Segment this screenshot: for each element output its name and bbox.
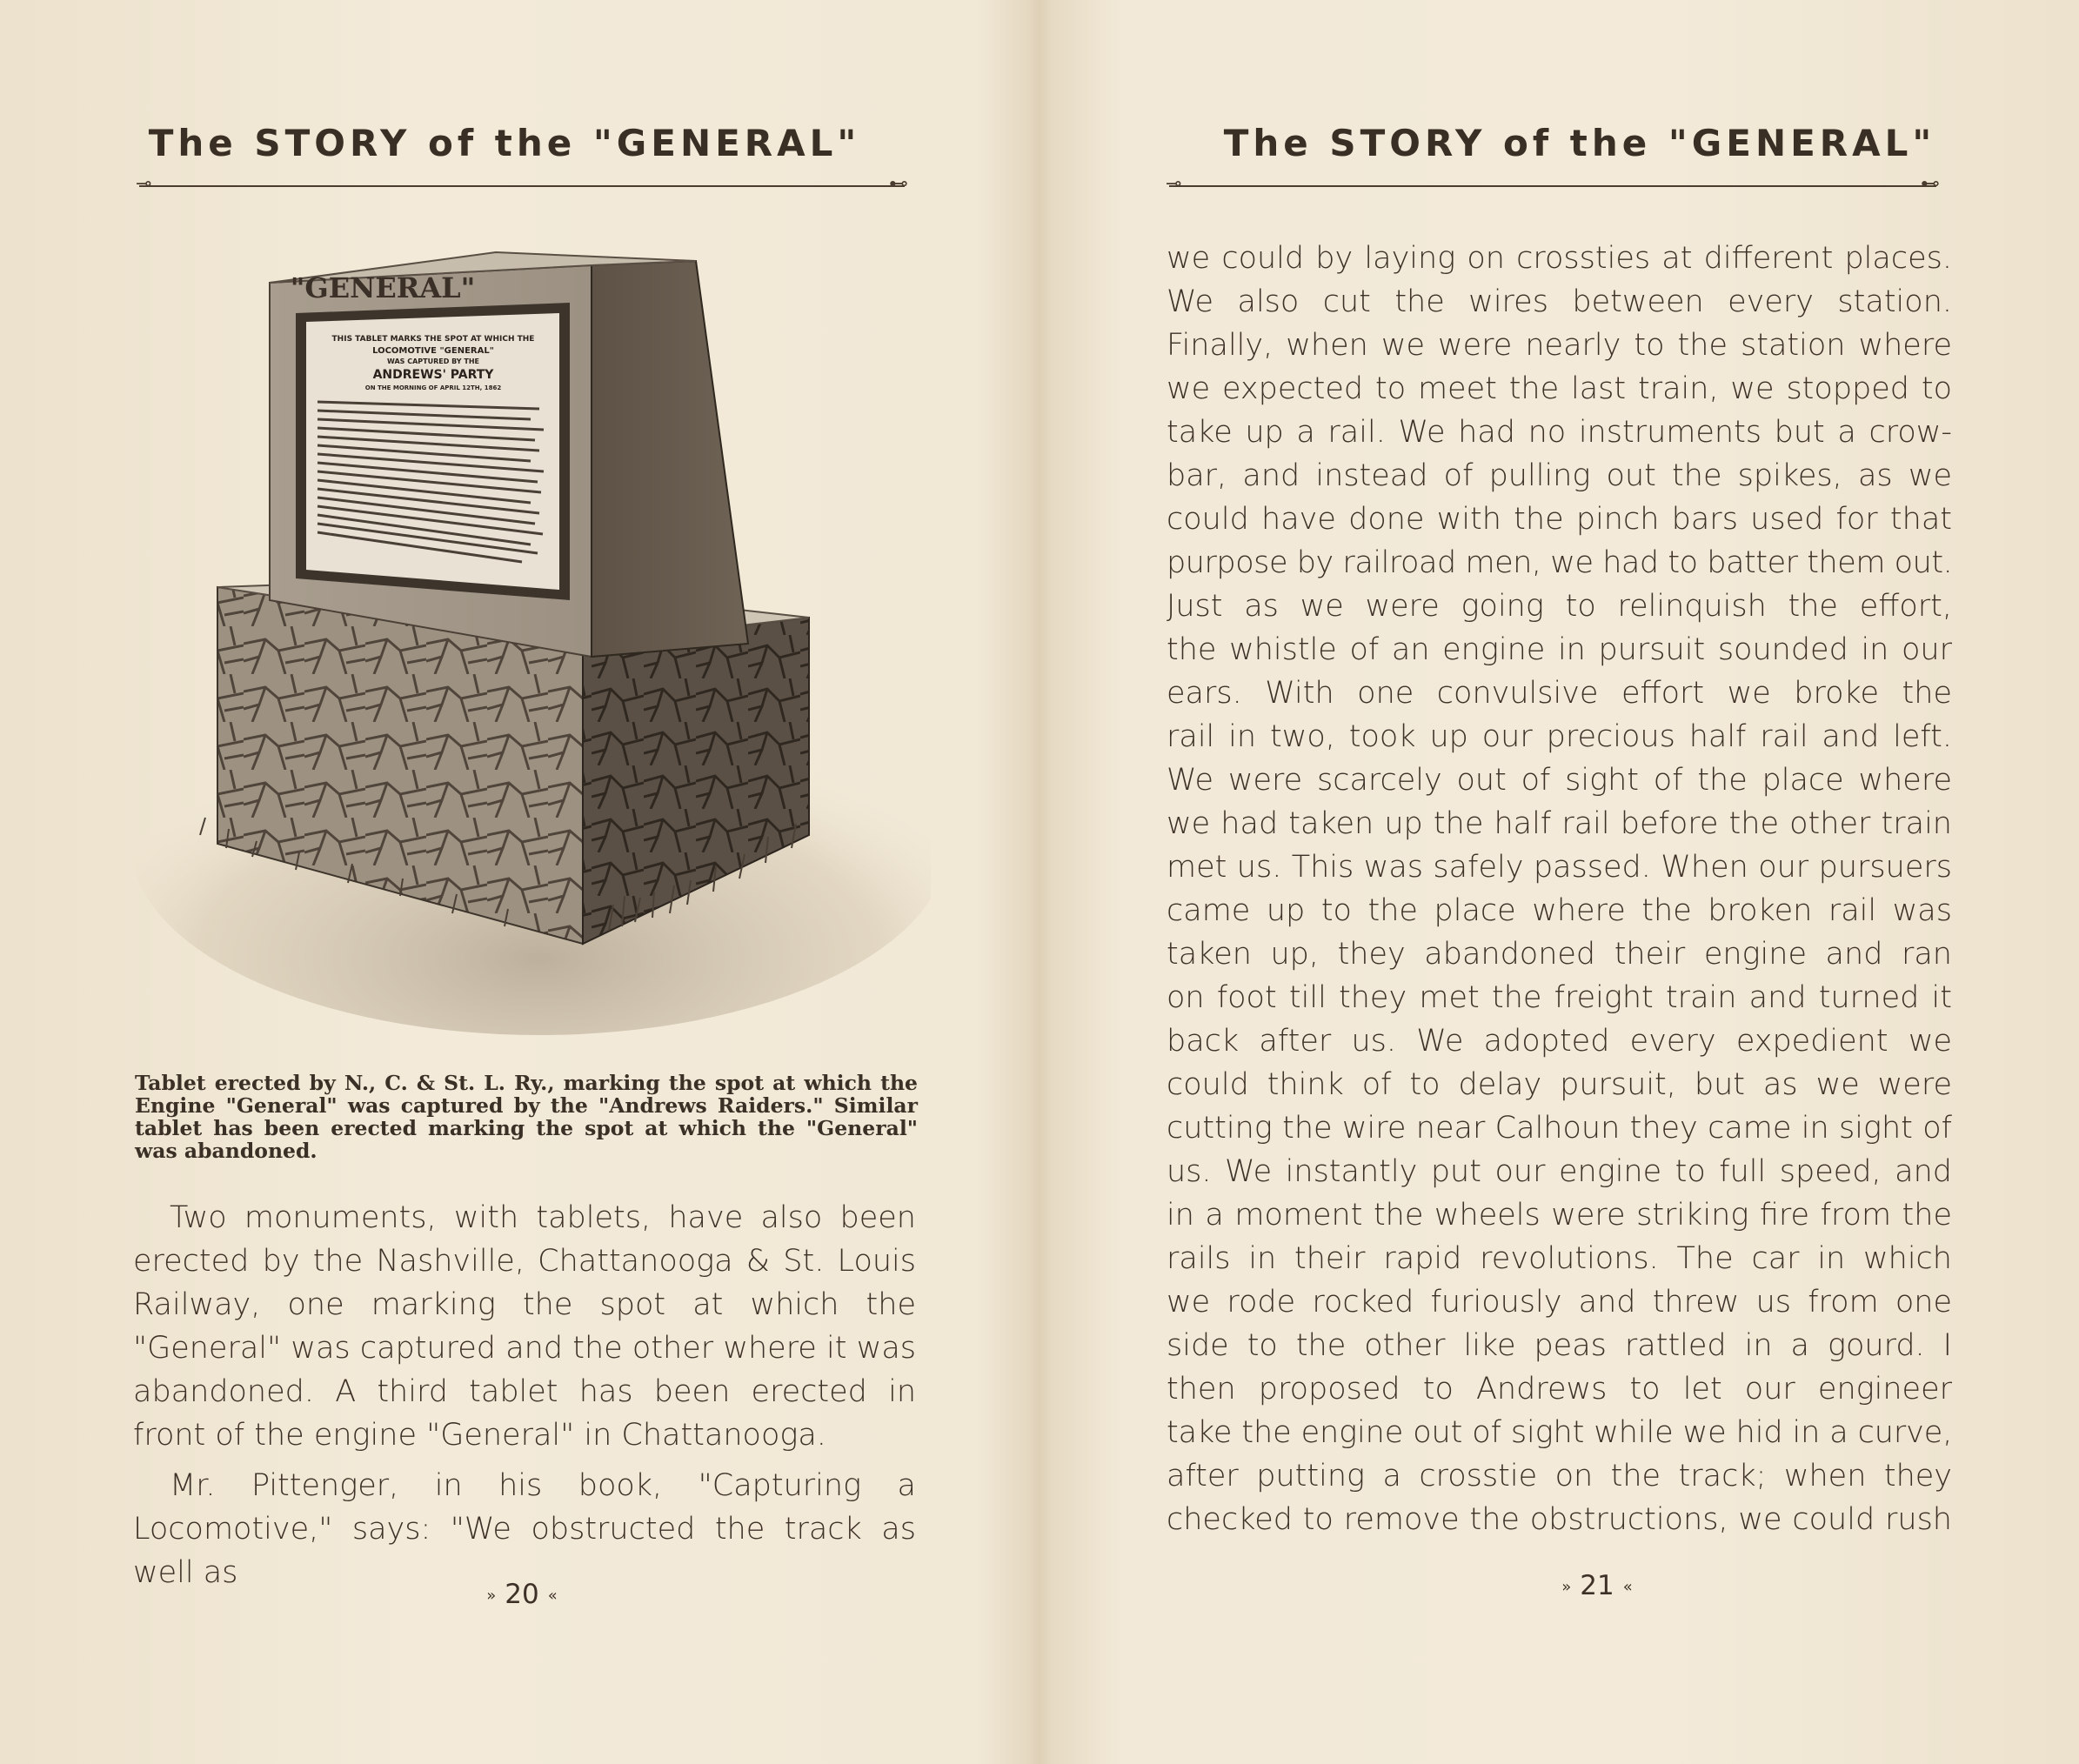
text-line: take the engine out of sight while we hid in a curve, [1167,1415,1953,1450]
tablet-line-2: LOCOMOTIVE "GENERAL" [372,346,494,356]
text-line: on foot till they met the freight train and turned it [1167,980,1952,1015]
text-line: we had taken up the half rail before the other train [1167,806,1952,841]
left-page [0,0,1039,1764]
text-line: could have done with the pinch bars used for that [1167,502,1952,537]
text-line: we rode rocked furiously and threw us from one [1167,1285,1952,1320]
text-line: bar, and instead of pulling out the spikes, as we [1167,458,1952,493]
text-line: ears. With one convulsive effort we broke the [1167,676,1952,711]
text-line: could think of to delay pursuit, but as we were [1167,1067,1952,1102]
text-line: Just as we were going to relinquish the effort, [1167,589,1952,624]
text-line: rails in their rapid revolutions. The car in which [1167,1241,1952,1276]
text-line: after putting a crosstie on the track; when they [1167,1459,1952,1493]
text-line: We were scarcely out of sight of the place where [1167,763,1952,798]
rule-ornament-left: ⊸ [136,173,152,195]
folio-mark-left: » [1561,1578,1572,1596]
paragraph-1: Two monuments, with tablets, have also been erected by the Nashville, Chattanooga & St. Louis Railway, one marking the spot at which the "General" was captured and the other where it was abandoned. A third tablet has been erected in front of the engine "General" in Chattanooga. [133,1200,916,1453]
header-rule [136,173,908,195]
page-number-left [87,1579,957,1610]
text-line: in a moment the wheels were striking fire from the [1167,1198,1952,1233]
right-body-text [1167,237,1952,1541]
tablet-line-3: WAS CAPTURED BY THE [387,357,479,365]
monument-name: "GENERAL" [290,271,476,304]
right-page [1040,0,2079,1764]
page-number-right [1162,1570,2032,1601]
running-head: The STORY of the "GENERAL" [148,122,861,164]
tablet-line-4: ANDREWS' PARTY [372,368,494,382]
text-line: we expected to meet the last train, we stopped to [1167,371,1952,406]
text-line: met us. This was safely passed. When our pursuers [1167,850,1952,885]
text-line: purpose by railroad men, we had to batter them out. [1167,545,1953,580]
text-line: we could by laying on crossties at different places. [1167,241,1952,276]
header-rule [1166,173,1940,195]
text-line: rail in two, took up our precious half rail and left. [1167,719,1952,754]
running-head: The STORY of the "GENERAL" [1223,122,1936,164]
text-line: then proposed to Andrews to let our engineer [1167,1372,1952,1407]
text-line: taken up, they abandoned their engine and ran [1167,937,1952,972]
left-body-text [133,1196,916,1594]
text-line: checked to remove the obstructions, we could rush [1167,1502,1952,1537]
text-line: side to the other like peas rattled in a gourd. I [1167,1328,1952,1363]
text-line: us. We instantly put our engine to full speed, and [1167,1154,1952,1189]
text-line: back after us. We adopted every expedient we [1167,1024,1952,1059]
figure-caption: Tablet erected by N., C. & St. L. Ry., marking the spot at which the Engine "General" was captured by the "Andrews Raiders." Similar tablet has been erected marking the spot at which the "General" was abandoned. [135,1071,918,1163]
folio-number: 21 [1580,1570,1614,1601]
folio-number: 20 [505,1579,539,1610]
text-line: came up to the place where the broken rail was [1167,893,1952,928]
rule-ornament-left: ⊸ [1166,173,1182,195]
tablet-line-5: ON THE MORNING OF APRIL 12TH, 1862 [364,384,502,391]
text-line: We also cut the wires between every station. [1167,284,1952,319]
text-line: the whistle of an engine in pursuit sounded in our [1167,632,1952,667]
text-line: cutting the wire near Calhoun they came in sight of [1167,1111,1952,1146]
folio-mark-left: » [486,1587,497,1605]
tablet-line-1: THIS TABLET MARKS THE SPOT AT WHICH THE [331,335,535,344]
monument-illustration [122,244,931,1052]
folio-mark-right: « [547,1587,558,1605]
paragraph-2: Mr. Pittenger, in his book, "Capturing a Locomotive," says: "We obstructed the track as well as [133,1468,916,1590]
text-line: Finally, when we were nearly to the station where [1167,328,1952,363]
folio-mark-right: « [1622,1578,1633,1596]
rule-ornament-right: ⊷ [889,173,908,195]
text-line: take up a rail. We had no instruments but a crow- [1167,415,1952,450]
rule-ornament-right: ⊷ [1921,173,1940,195]
